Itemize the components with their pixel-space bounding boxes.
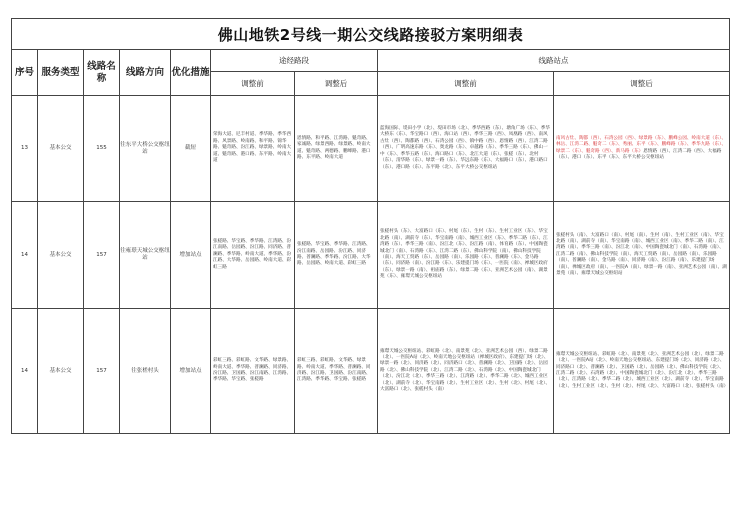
header-service: 服务类型	[38, 50, 84, 96]
cell-service: 基本公交	[38, 202, 84, 309]
header-route-group: 途经路段	[211, 50, 378, 72]
cell-measure: 增加站点	[171, 202, 211, 309]
cell-service: 基本公交	[38, 309, 84, 434]
cell-line: 157	[84, 202, 120, 309]
cell-route-after: 张槎路、华宝路、季华路、江湾路、汾江南路、岳园路、汾江路、同济路、普澜路、季华路、汾江路、大华路、岳园路、岭南大道、彩虹三路	[295, 202, 378, 309]
spreadsheet	[11, 18, 729, 434]
cell-direction: 往东平大桥公交枢纽站	[120, 96, 171, 202]
header-stops-after: 调整后	[554, 72, 730, 96]
cell-line: 155	[84, 96, 120, 202]
table-row	[12, 202, 730, 309]
table-row	[12, 96, 730, 202]
cell-direction: 往张槎村头	[120, 309, 171, 434]
cell-service: 基本公交	[38, 96, 84, 202]
cell-route-before: 荣海大道、尼丰村道、季华路、季华西路、风景路、岭南路、和平路、锦华路、魁奇路、汾江路、绿景路、岭南大道、魁奇路、港口路、东平路、岭南大道	[211, 96, 295, 202]
regular-stops: 恩情路（西）、江湾二路（西）、大福路（东）、港口（东）、东平（东）、东平大桥公交枢纽站	[556, 148, 722, 160]
cell-measure: 截短	[171, 96, 211, 202]
cell-seq: 14	[12, 202, 38, 309]
cell-route-before: 张槎路、华宝路、季华路、江湾路、汾江南路、岳园路、汾江路、同济路、普澜路、季华路、岭南大道、季华路、汾江路、大华路、岳园路、岭南大道、彩虹三路	[211, 202, 295, 309]
table-title: 佛山地铁2号线一期公交线路接驳方案明细表	[12, 19, 730, 50]
cell-stops-after: 雍璟天城公交枢纽站、彩虹路（北）、南景苑（北）、亚洲艺术公园（北）、绿景二路（北）、一医院A站（北）、岭南天地公交枢纽站、东建提门场（北）、同济路（北）、同济路口（北）、普澜路（北）、卫国路（北）、岳园路（北）、佛山科技学院（北）、江湾二路（北）、石湾路（北）、中国陶瓷城北门（北）、汾江北（北）、季华三路（北）、江湾路（北）、季华二路（北）、城西工业区（北）、湖前寺（北）、华宝南路（北）、生村工业区（北）、生村（北）、村尾（北）、大富路口（北）、张槎村头（南）	[554, 309, 730, 434]
cell-measure: 增加站点	[171, 309, 211, 434]
cell-stops-before: 蓝海国际、堤田小学（北）、堤田市场（北）、季华西路（东）、塘角广场（东）、季华大桥东（东）、华宝路口（西）、海口站（西）、季华三路（西）、凤凰路（西）、南风古灶（西）、陶都路（西）、石湾公园（西）、镇中路（西）、恩情路（西）、江湾二路（西）、广明高速东路（东）、奥龙路（东）、卓越路（东）、季华三路（东）、佛山一中（东）、季华五路（东）、海口路口（东）、北江大道（东）、张槎（东）、北村（东）、清华路（东）、绿景一路（东）、华远东路（东）、大福路口（东）、港口路口（东）、港口路（东）、东平路（北）、东平大桥公交枢纽站	[378, 96, 554, 202]
cell-line: 157	[84, 309, 120, 434]
table-row	[12, 309, 730, 434]
cell-stops-before: 张槎村头（东）、大富路口（东）、村尾（东）、生村（东）、生村工业区（东）、华宝北路（南）、湖前寺（东）、华宝南路（南）、城西工业区（东）、季华二路（东）、江湾路（东）、季华三路（南）、汾江北（东）、汾江路（南）、体育路（东）、中国陶瓷城北门（南）、石湾路（东）、江湾二路（东）、佛山科学院（南）、佛山科技学院（南）、海天工贸路（东）、岳园路（南）、乐园路（东）、普澜路（东）、金马路（东）、同济路（南）、汾江路（东）、乐建提门场（东）、一医院（南）、禅城区政府（东）、绿景一路（南）、祖庙路（东）、绿景二路（东）、亚洲艺术公园（南）、湖景苑（东）、雍璟天城公交枢纽站	[378, 202, 554, 309]
cell-stops-after: 张槎村头（南）、大富路口（南）、村尾（南）、生村（南）、生村工业区（南）、华宝北路（南）、湖前寺（南）、华宝南路（南）、城西工业区（南）、季华二路（南）、江湾路（南）、季华三路（南）、汾江北（南）、中国陶瓷城北门（南）、石湾路（南）、江湾二路（南）、佛山科技学院（南）、海天工贸路（南）、岳园路（南）、乐园路（南）、普澜路（南）、金马路（南）、同济路（南）、汾江路（南）、乐建提门场（南）、禅城区政府（南）、一医院A（南）、绿景一路（南）、亚洲艺术公园（南）、湖景苑（南）、雍璟天城公交枢纽站	[554, 202, 730, 309]
header-stop-group: 线路站点	[378, 50, 730, 72]
cell-direction: 往雍璟天城公交枢纽站	[120, 202, 171, 309]
cell-route-before: 彩虹三路、彩虹路、文华路、绿景路、岭南大道、季华路、普澜路、同济路、汾江路、卫国路、汾江南路、江湾路、季华路、华宝路、张槎路	[211, 309, 295, 434]
cell-route-after: 恩情路、和平路、江湾路、魁奇路、家诚路、绿景西路、绿景路、岭南大道、魁奇路、两德路、鹏峰路、港口路、东平路、岭南大道	[295, 96, 378, 202]
cell-stops-before: 雍璟天城公交枢纽站、彩虹路（北）、南景苑（北）、亚洲艺术公园（西）、绿景二路（北）、一医院A站（北）、岭南天地公交枢纽站（禅城区政府）、东建提门场（北）、绿景一路（北）、同济路（北）、同济路口（北）、普澜路（北）、卫国路（北）、岳园路（北）、佛山科技学院（北）、江湾二路（北）、石湾路（北）、中国陶瓷城北门（北）、汾江北（北）、季华三路（北）、江湾路（北）、季华二路（北）、城西工业区（北）、湖前寺（北）、华宝南路（北）、生村工业区（北）、生村（北）、村尾（北）、大富路口（北）、张槎村头（南）	[378, 309, 554, 434]
cell-route-after: 彩虹三路、彩虹路、文华路、绿景路、岭南大道、季华路、普澜路、同济路、汾江路、卫国路、汾江南路、江湾路、季华路、华宝路、张槎路	[295, 309, 378, 434]
highlighted-stops: 南风古灶、陶都（西）、石湾公园（西）、绿景路（东）、鹏峰公园、岭南大道（东）、林岳、江湾二路、魁奇二（东）、秀丽、东平（东）、鹏峰路（东）、季华九路（东）、绿景二（东）、魁奇路（西）、新马路（东）	[556, 135, 726, 154]
header-route-after: 调整后	[295, 72, 378, 96]
header-route-before: 调整前	[211, 72, 295, 96]
header-direction: 线路方向	[120, 50, 171, 96]
cell-stops-after	[554, 96, 730, 202]
header-optimize: 优化措施	[171, 50, 211, 96]
cell-seq: 14	[12, 309, 38, 434]
header-seq: 序号	[12, 50, 38, 96]
header-stops-before: 调整前	[378, 72, 554, 96]
bus-plan-table	[11, 18, 730, 434]
header-line-name: 线路名称	[84, 50, 120, 96]
cell-seq: 13	[12, 96, 38, 202]
